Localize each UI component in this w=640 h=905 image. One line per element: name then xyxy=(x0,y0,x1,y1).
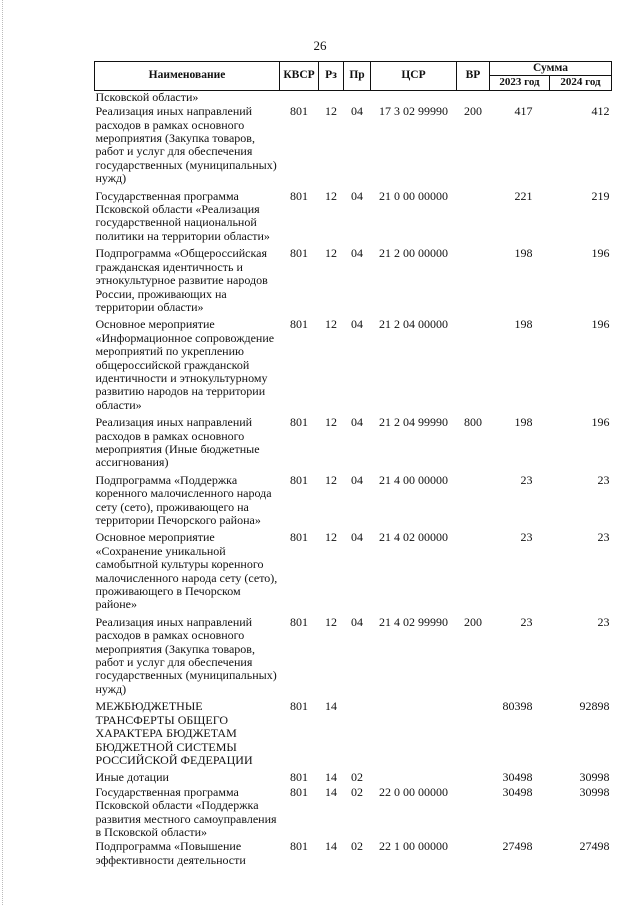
cell-kvsr: 801 xyxy=(290,839,308,854)
cell-2023: 30498 xyxy=(502,784,533,799)
cell-csr: 17 3 02 99990 xyxy=(379,104,448,119)
cell-vr xyxy=(457,771,490,785)
cell-pr xyxy=(344,90,371,105)
table-row xyxy=(95,616,612,700)
cell-2023: 198 xyxy=(514,246,533,261)
cell-csr: 21 0 00 00000 xyxy=(379,188,448,203)
cell-kvsr: 801 xyxy=(290,784,308,799)
cell-pr: 02 xyxy=(351,839,363,854)
cell-2024: 412 xyxy=(591,104,610,119)
cell-kvsr xyxy=(280,90,319,105)
cell-vr xyxy=(457,700,490,771)
cell-rz xyxy=(319,90,344,105)
cell-pr: 04 xyxy=(351,530,363,545)
cell-name: Иные дотации xyxy=(95,770,169,785)
cell-csr xyxy=(371,700,457,771)
cell-2024: 196 xyxy=(591,415,610,430)
cell-kvsr: 801 xyxy=(290,699,308,714)
cell-vr xyxy=(457,247,490,318)
header-pr: Пр xyxy=(344,62,371,91)
cell-name: Основное мероприятие «Информационное сопровождение мероприятий по укреплению общероссийской гражданской идентичности и этнокультурному развитию народов на территории области» xyxy=(95,317,275,412)
cell-kvsr: 801 xyxy=(290,614,308,629)
cell-2024: 23 xyxy=(597,530,610,545)
cell-2024 xyxy=(550,90,612,105)
cell-name: Реализация иных направлений расходов в рамках основного мероприятия (Закупка товаров, работ и услуг для обеспечения государственных (муниципальных) нужд) xyxy=(95,104,277,186)
table-row xyxy=(95,771,612,785)
cell-pr: 04 xyxy=(351,188,363,203)
page-edge-line xyxy=(2,0,4,905)
table-row xyxy=(95,90,612,105)
cell-name: Реализация иных направлений расходов в рамках основного мероприятия (Закупка товаров, работ и услуг для обеспечения государственных (муниципальных) нужд) xyxy=(95,614,277,696)
cell-pr: 04 xyxy=(351,317,363,332)
cell-2024: 196 xyxy=(591,317,610,332)
cell-2023: 417 xyxy=(514,104,533,119)
cell-kvsr: 801 xyxy=(290,104,308,119)
cell-rz: 12 xyxy=(325,246,337,261)
cell-name: Подпрограмма «Общероссийская гражданская идентичность и этнокультурное развитие народов России, проживающих на территории области» xyxy=(95,246,268,314)
cell-name: Государственная программа Псковской области «Поддержка развития местного самоуправления в Псковской области» xyxy=(95,784,277,839)
cell-2023: 198 xyxy=(514,415,533,430)
cell-name: Псковской области» xyxy=(95,89,199,104)
cell-csr: 21 2 00 00000 xyxy=(379,246,448,261)
header-name: Наименование xyxy=(95,62,280,91)
cell-pr: 04 xyxy=(351,614,363,629)
cell-csr: 21 4 02 99990 xyxy=(379,614,448,629)
cell-2023: 23 xyxy=(520,472,533,487)
header-sum: Сумма xyxy=(490,62,612,76)
cell-2023 xyxy=(490,90,550,105)
cell-vr xyxy=(457,318,490,416)
cell-pr: 04 xyxy=(351,104,363,119)
cell-kvsr: 801 xyxy=(290,246,308,261)
cell-csr xyxy=(371,771,457,785)
cell-vr: 800 xyxy=(464,415,482,430)
cell-name: Государственная программа Псковской области «Реализация государственной национальной политики на территории области» xyxy=(95,188,270,243)
cell-vr: 200 xyxy=(464,104,482,119)
table-row xyxy=(95,786,612,841)
header-year-2024: 2024 год xyxy=(550,76,612,90)
cell-rz: 12 xyxy=(325,104,337,119)
cell-2024: 23 xyxy=(597,472,610,487)
page-number: 26 xyxy=(313,38,327,53)
cell-2023: 23 xyxy=(520,614,533,629)
cell-csr: 22 1 00 00000 xyxy=(379,839,448,854)
cell-rz: 14 xyxy=(325,699,337,714)
table-header xyxy=(95,62,612,91)
cell-vr xyxy=(457,786,490,841)
cell-csr: 21 4 02 00000 xyxy=(379,530,448,545)
cell-pr: 04 xyxy=(351,246,363,261)
table-row xyxy=(95,247,612,318)
header-csr: ЦСР xyxy=(371,62,457,91)
table-row xyxy=(95,531,612,615)
cell-2023: 27498 xyxy=(502,839,533,854)
cell-kvsr: 801 xyxy=(290,317,308,332)
cell-csr: 21 2 04 00000 xyxy=(379,317,448,332)
cell-name: Реализация иных направлений расходов в рамках основного мероприятия (Иные бюджетные ассигнования) xyxy=(95,415,260,470)
cell-rz: 12 xyxy=(325,317,337,332)
cell-rz: 12 xyxy=(325,415,337,430)
cell-2024: 23 xyxy=(597,614,610,629)
cell-kvsr: 801 xyxy=(290,188,308,203)
table-row xyxy=(95,840,612,868)
cell-pr: 04 xyxy=(351,472,363,487)
cell-2024: 219 xyxy=(591,188,610,203)
cell-2024: 27498 xyxy=(579,839,610,854)
cell-vr xyxy=(457,531,490,615)
cell-pr: 02 xyxy=(351,784,363,799)
cell-vr xyxy=(457,190,490,248)
cell-name: Основное мероприятие «Сохранение уникальной самобытной культуры коренного малочисленного народа сету (сето), проживающего в Печорском районе» xyxy=(95,530,278,612)
cell-2023: 23 xyxy=(520,530,533,545)
cell-kvsr: 801 xyxy=(290,530,308,545)
header-vr: ВР xyxy=(457,62,490,91)
table-row xyxy=(95,318,612,416)
cell-rz: 14 xyxy=(325,784,337,799)
table-row xyxy=(95,190,612,248)
cell-name: Подпрограмма «Повышение эффективности деятельности xyxy=(95,839,246,867)
cell-pr: 02 xyxy=(351,770,363,785)
cell-2023: 221 xyxy=(514,188,533,203)
cell-csr xyxy=(371,90,457,105)
cell-csr: 21 4 00 00000 xyxy=(379,472,448,487)
cell-vr: 200 xyxy=(464,614,482,629)
header-year-2023: 2023 год xyxy=(490,76,550,90)
table-row xyxy=(95,105,612,189)
cell-name: Подпрограмма «Поддержка коренного малочисленного народа сету (сето), проживающего на территории Печорского района» xyxy=(95,472,272,527)
cell-rz: 14 xyxy=(325,770,337,785)
cell-kvsr: 801 xyxy=(290,472,308,487)
cell-rz: 12 xyxy=(325,472,337,487)
header-kvsr: КВСР xyxy=(280,62,319,91)
table-row xyxy=(95,474,612,532)
cell-vr xyxy=(457,474,490,532)
cell-2023: 198 xyxy=(514,317,533,332)
cell-pr xyxy=(344,700,371,771)
cell-kvsr: 801 xyxy=(290,770,308,785)
cell-rz: 12 xyxy=(325,614,337,629)
cell-csr: 21 2 04 99990 xyxy=(379,415,448,430)
budget-table xyxy=(94,61,612,868)
cell-rz: 12 xyxy=(325,530,337,545)
table-row xyxy=(95,700,612,771)
table-row xyxy=(95,416,612,474)
cell-csr: 22 0 00 00000 xyxy=(379,784,448,799)
cell-2023: 80398 xyxy=(502,699,533,714)
cell-2024: 30998 xyxy=(579,784,610,799)
cell-pr: 04 xyxy=(351,415,363,430)
cell-2024: 30998 xyxy=(579,770,610,785)
cell-vr xyxy=(457,90,490,105)
cell-2024: 196 xyxy=(591,246,610,261)
header-rz: Рз xyxy=(319,62,344,91)
cell-vr xyxy=(457,840,490,868)
cell-rz: 12 xyxy=(325,188,337,203)
cell-rz: 14 xyxy=(325,839,337,854)
cell-2023: 30498 xyxy=(502,770,533,785)
table-body xyxy=(95,90,612,868)
cell-name: МЕЖБЮДЖЕТНЫЕ ТРАНСФЕРТЫ ОБЩЕГО ХАРАКТЕРА БЮДЖЕТАМ БЮДЖЕТНОЙ СИСТЕМЫ РОССИЙСКОЙ ФЕДЕРАЦИИ xyxy=(95,699,253,767)
cell-2024: 92898 xyxy=(579,699,610,714)
cell-kvsr: 801 xyxy=(290,415,308,430)
